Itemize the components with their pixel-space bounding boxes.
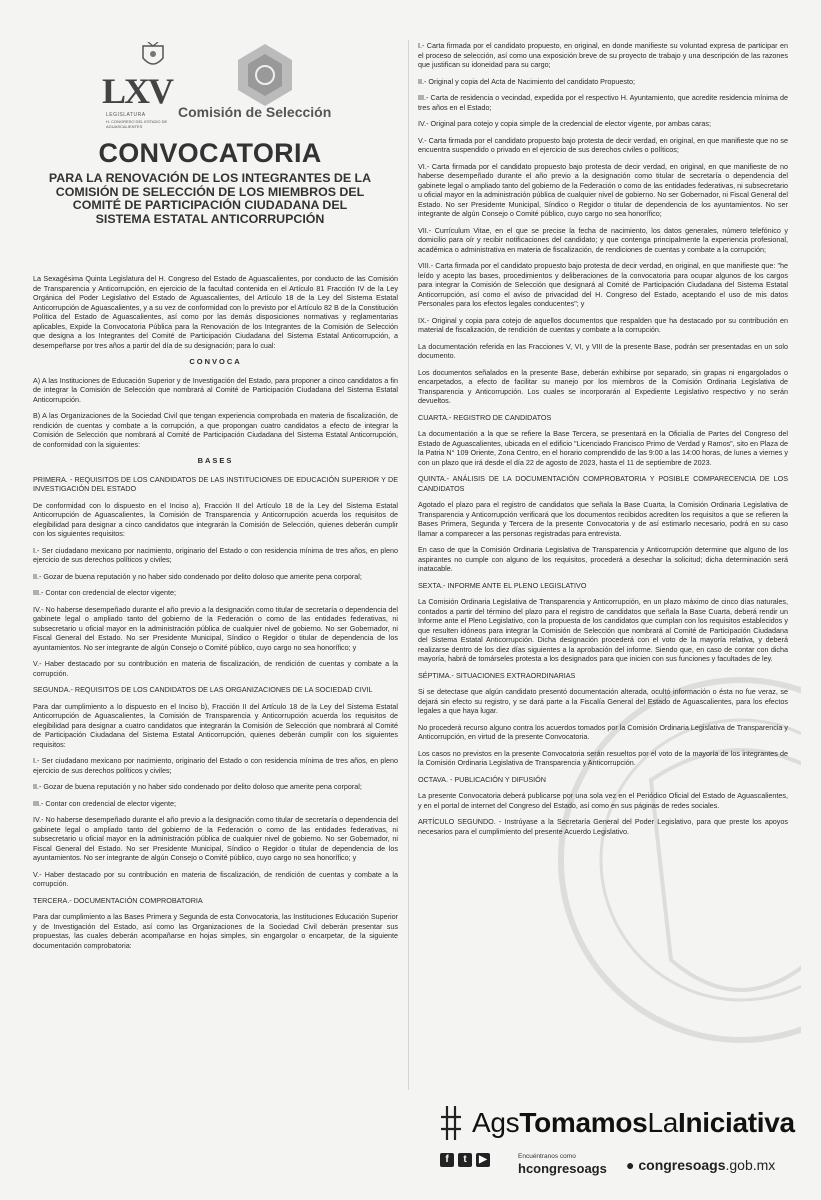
- right-column: [418, 41, 788, 843]
- base-cuarta-heading: CUARTA.- REGISTRO DE CANDIDATOS: [418, 412, 552, 422]
- lxv-logo-mark: LXV: [102, 71, 173, 111]
- segunda-requisito-ii: II.- Gozar de buena reputación y no haber sido condenado por delito doloso que amerite pena corporal;: [33, 782, 362, 791]
- articulo-segundo: ARTÍCULO SEGUNDO. - Instrúyase a la Secretaría General del Poder Legislativo, para que preste los apoyos necesarios para el cumplimiento del presente Acuerdo Legislativo.: [418, 817, 788, 836]
- tagline-iniciativa: Iniciativa: [677, 1107, 795, 1138]
- documento-viii: VIII.- Carta firmada por el candidato propuesto bajo protesta de decir verdad, en original, en que manifieste que: "he leído y acepto las bases, procedimientos y deliberaciones de la convocatoria para ocupar algunos de los cargos para integrar la Comisión de Selección que designará al Comité de Participación Ciudadana del Sistema Estatal Anticorrupción, así como el aviso de privacidad del H. Congreso del Estado, aceptando el uso de mis datos Personales para los efectos legales conducentes"; y: [418, 261, 788, 308]
- base-sexta-text: La Comisión Ordinaria Legislativa de Transparencia y Anticorrupción, en un plazo máximo de cinco días naturales, contados a partir del término del plazo para el registro de candidatos que señala la Base Cuarta, deberá rendir un Informe ante el Pleno Legislativo, con la propuesta de los candidatos que cumplan con los requisitos establecidos y que resulten idóneos para integrar la Comisión de Selección que nombrará al Comité de Participación Ciudadana del Sistema Estatal Anticorrupción. Dicha designación procederá con el voto de la mayoría relativa, y deberá realizarse dentro de los diez días siguientes a la aprobación del informe. Siendo que, en caso de contar con dicha mayoría, habrá de tomárseles protesta a los designados para que inicien con sus funciones y facultades de ley.: [418, 597, 788, 663]
- social-handle[interactable]: hcongresoags: [518, 1161, 607, 1176]
- tagline-tomamos: Tomamos: [519, 1107, 648, 1138]
- base-septima-text-1: Si se detectase que algún candidato presentó documentación alterada, ocultó información o ésta no fue veraz, se dejará sin efecto su registro, y se dará parte a la Fiscalía General del Estado de Aguascalientes, para los efectos legales a que haya lugar.: [418, 687, 788, 715]
- documento-v: V.- Carta firmada por el candidato propuesto bajo protesta de decir verdad, en original, en que manifieste que no se encuentra suspendido o privado en el ejercicio de sus derechos civiles o políticos;: [418, 135, 788, 154]
- comision-seleccion-emblem: [230, 40, 300, 110]
- documento-ii: II.- Original y copia del Acta de Nacimiento del candidato Propuesto;: [418, 76, 635, 86]
- base-sexta-heading: SEXTA.- INFORME ANTE EL PLENO LEGISLATIVO: [418, 580, 587, 590]
- convoca-item-b: B) A las Organizaciones de la Sociedad Civil que tengan experiencia comprobada en materia de fiscalización, de rendición de cuentas y combate a la corrupción, a que propongan cuatro candidatos a efecto de integrar la Comisión de Selección que nombrará al Comité de Participación Ciudadana del Sistema Estatal Anticorrupción, de conformidad con la siguientes:: [33, 411, 398, 449]
- segunda-requisito-iii: III.- Contar con credencial de elector vigente;: [33, 798, 177, 808]
- base-segunda-heading: SEGUNDA.- REQUISITOS DE LOS CANDIDATOS DE LAS ORGANIZACIONES DE LA SOCIEDAD CIVIL: [33, 685, 373, 694]
- segunda-requisito-v: V.- Haber destacado por su contribución en materia de fiscalización, de rendición de cuentas y combate a la corrupción.: [33, 869, 398, 888]
- documento-iii: III.- Carta de residencia o vecindad, expedida por el respectivo H. Ayuntamiento, que acredite residencia mínima de tres años en el Estado;: [418, 93, 788, 112]
- base-cuarta-text: La documentación a la que se refiere la Base Tercera, se presentará en la Oficialía de Partes del Congreso del Estado de Aguascalientes, ubicada en el edificio "Licenciado Francisco Primo de Verdad y Ramos", sito en Plaza de la Patria N° 109 Oriente, Zona Centro, en el horario comprendido de las 9:00 a las 14:00 horas, de lunes a viernes y con un plazo que irá desde el día 22 de agosto de 2023, hasta el 11 de septiembre de 2023.: [418, 429, 788, 467]
- base-septima-text-2: No procederá recurso alguno contra los acuerdos tomados por la Comisión Ordinaria Legislativa de Transparencia y Anticorrupción, en virtud de la presente Convocatoria.: [418, 722, 788, 741]
- base-tercera-intro: Para dar cumplimiento a las Bases Primera y Segunda de esta Convocatoria, las Instituciones Educación Superior y de Investigación del Estado, así como las Organizaciones de la Sociedad Civil deberán presentar sus propuestas, las cuales deberán acompañarse en hojas simples, sin engargolar o encarpetar, de la siguiente documentación comprobatoria:: [33, 912, 398, 950]
- document-subtitle: PARA LA RENOVACIÓN DE LOS INTEGRANTES DE LA COMISIÓN DE SELECCIÓN DE LOS MIEMBROS DEL COMITÉ DE PARTICIPACIÓN CIUDADANA DEL SISTEMA ESTATAL ANTICORRUPCIÓN: [48, 171, 372, 226]
- documento-i: I.- Carta firmada por el candidato propuesto, en original, en donde manifieste su voluntad expresa de participar en el proceso de selección, así como una exposición breve de su proyecto de trabajo y una descripción de las razones que justifican su idoneidad para su cargo;: [418, 41, 788, 69]
- documentacion-nota-1: La documentación referida en las Fracciones V, VI, y VIII de la presente Base, podrán ser presentadas en un solo documento.: [418, 341, 788, 360]
- globe-icon: ●: [626, 1157, 639, 1173]
- documento-ix: IX.- Original y copia para cotejo de aquellos documentos que respalden que ha destacado por su contribución en material de fiscalización, de rendición de cuentas y combate a la corrupción.: [418, 315, 788, 334]
- intro-paragraph: La Sexagésima Quinta Legislatura del H. Congreso del Estado de Aguascalientes, por conducto de las Comisión de Transparencia y Anticorrupción, en ejercicio de la facultad contenida en el Artículo 81 Fracción IV de la Ley Orgánica del Poder Legislativo del Estado de Aguascalientes, del Artículo 18 de la Ley del Sistema Estatal Anticorrupción de Aguascalientes, y a su vez de conformidad con lo previsto por el Artículo 82 B de la Constitución Política del Estado de Aguascalientes, así como por las demás disposiciones normativas y reglamentarias aplicables, Expide la Convocatoria Pública para la Renovación de los Integrantes de la Comisión de Selección que designa a los Integrantes del Comité de Participación Ciudadana del Sistema Estatal Anticorrupción, a desempeñarse por tres años a partir del día de su designación; para lo cual:: [33, 274, 398, 350]
- lxv-congreso-label: H. CONGRESO DEL ESTADO DE AGUASCALIENTES: [106, 119, 168, 129]
- base-octava-text: La presente Convocatoria deberá publicarse por una sola vez en el Periódico Oficial del Estado de Aguascalientes, y en el portal de internet del Congreso del Estado, así como en sus páginas de redes sociales.: [418, 791, 788, 810]
- base-segunda-intro: Para dar cumplimiento a lo dispuesto en el Inciso b), Fracción II del Artículo 18 de la Ley del Sistema Estatal Anticorrupción de Aguascalientes, la Comisión de Transparencia y Anticorrupción acuerda los requisitos de elegibilidad para designar a cuatro candidatos que integrarán la Comisión de Selección que nombrará al Comité de Participación Ciudadana del Sistema Estatal Anticorrupción, quienes deberán cumplir con los siguientes requisitos:: [33, 701, 398, 749]
- hashtag-icon: [440, 1105, 462, 1141]
- base-octava-heading: OCTAVA. - PUBLICACIÓN Y DIFUSIÓN: [418, 774, 546, 784]
- base-septima-heading: SÉPTIMA.- SITUACIONES EXTRAORDINARIAS: [418, 670, 576, 680]
- crest-icon: [140, 42, 166, 70]
- left-column: [33, 274, 398, 957]
- tagline-la: La: [647, 1107, 678, 1138]
- convoca-item-a: A) A las Instituciones de Educación Superior y de Investigación del Estado, para proponer a cinco candidatos a fin de integrar la Comisión de Selección que nombrará al Comité de Participación Ciudadana del Sistema Estatal Anticorrupción.: [33, 375, 398, 404]
- document-title: CONVOCATORIA: [98, 138, 322, 168]
- facebook-icon[interactable]: f: [440, 1153, 454, 1167]
- website-link[interactable]: [626, 1157, 775, 1173]
- bases-heading: BASES: [197, 456, 234, 465]
- social-media-bar: [440, 1151, 780, 1179]
- footer-branding: [440, 1103, 795, 1183]
- base-quinta-heading: QUINTA.- ANÁLISIS DE LA DOCUMENTACIÓN COMPROBATORIA Y POSIBLE COMPARECENCIA DE LOS CANDIDATOS: [418, 474, 788, 493]
- base-primera-intro: De conformidad con lo dispuesto en el Inciso a), Fracción II del Artículo 18 de la Ley del Sistema Estatal Anticorrupción de Aguascalientes, la Comisión de Transparencia y Anticorrupción acuerda los requisitos de elegibilidad para designar a cinco candidatos que integrarán la Comisión de Selección, quienes deberán cumplir con los siguientes requisitos:: [33, 500, 398, 538]
- documento-vii: VII.- Currículum Vitae, en el que se precise la fecha de nacimiento, los datos generales, número telefónico y domicilio para oír y recibir notificaciones del candidato; y que contenga principalmente la experiencia profesional, académica o administrativa en materia de fiscalización, de rendiciones de cuentas y combate a la corrupción;: [418, 225, 788, 254]
- website-domain: congresoags: [638, 1157, 726, 1173]
- website-tld: .gob.mx: [725, 1157, 776, 1173]
- tagline-ags: Ags: [472, 1107, 520, 1138]
- base-quinta-text-2: En caso de que la Comisión Ordinaria Legislativa de Transparencia y Anticorrupción determine que alguno de los aspirantes no cumple con alguno de los requisitos, procederá a desechar la solicitud; dicha determinación será inatacable.: [418, 545, 788, 573]
- base-quinta-text-1: Agotado el plazo para el registro de candidatos que señala la Base Cuarta, la Comisión Ordinaria Legislativa de Transparencia y Anticorrupción verificará que los documentos recibidos acrediten los requisitos a que se refieren la Bases Primera, Segunda y Tercera de la presente Convocatoria y de así estimarlo necesario, podrá en su caso llamar a comparecer a las personas registradas para entrevista.: [418, 500, 788, 538]
- documentacion-nota-2: Los documentos señalados en la presente Base, deberán exhibirse por separado, sin grapas ni engargolados o encarpetados, a efecto de facilitar su manejo por los miembros de la Comisión Ordinaria Legislativa de Transparencia y Anticorrupción. Los cuales se incorporarán al Expediente Legislativo respectivo y no serán devueltos.: [418, 367, 788, 405]
- comision-seleccion-label: Comisión de Selección: [178, 104, 332, 120]
- convoca-heading: CONVOCA: [189, 357, 242, 366]
- column-divider: [408, 40, 409, 1090]
- base-tercera-heading: TERCERA.- DOCUMENTACIÓN COMPROBATORIA: [33, 895, 203, 905]
- primera-requisito-iii: III.- Contar con credencial de elector vigente;: [33, 588, 177, 597]
- campaign-tagline: [472, 1107, 795, 1139]
- primera-requisito-ii: II.- Gozar de buena reputación y no haber sido condenado por delito doloso que amerite pena corporal;: [33, 571, 362, 581]
- segunda-requisito-iv: IV.- No haberse desempeñado durante el año previo a la designación como titular de secretaría o dependencia del gabinete legal o ampliado tanto del gobierno de la Federación o como de las entidades federativas, ni subsecretario u oficial mayor en la administración pública de cualquier nivel de gobierno. No ser Gobernador, ni Fiscal General del Estado. No ser Presidente Municipal, Síndico o Regidor o titular de dependencia de los ayuntamientos. No ser integrante de algún Consejo o Comité público, cuyo cargo no sea honorífico; y: [33, 815, 398, 862]
- documento-iv: IV.- Original para cotejo y copia simple de la credencial de elector vigente, por ambas caras;: [418, 119, 711, 128]
- social-prompt: Encuéntranos como: [518, 1153, 576, 1160]
- segunda-requisito-i: I.- Ser ciudadano mexicano por nacimiento, originario del Estado o con residencia mínima de tres años, en pleno ejercicio de sus derechos políticos y civiles;: [33, 756, 398, 775]
- primera-requisito-i: I.- Ser ciudadano mexicano por nacimiento, originario del Estado o con residencia mínima de tres años, en pleno ejercicio de sus derechos políticos y civiles;: [33, 545, 398, 564]
- youtube-icon[interactable]: ▶: [476, 1153, 490, 1167]
- primera-requisito-v: V.- Haber destacado por su contribución en materia de fiscalización, de rendición de cuentas y combate a la corrupción.: [33, 659, 398, 678]
- lxv-legislatura-label: LEGISLATURA: [106, 112, 146, 118]
- documento-vi: VI.- Carta firmada por el candidato propuesto bajo protesta de decir verdad, en original, en que manifieste de no haberse desempeñado durante el año previo a la designación como titular de secretaría o dependencia del gabinete legal o ampliado tanto del gobierno de la Federación o como de las entidades federativas, ni subsecretario u oficial mayor en la administración pública de cualquier nivel de gobierno. No ser Gobernador, ni Fiscal General del Estado. No ser Presidente Municipal, Síndico o Regidor o titular de dependencia de los ayuntamientos. No ser integrante de algún Consejo o Comité público, cuyo cargo no sea honorífico;: [418, 161, 788, 218]
- primera-requisito-iv: IV.- No haberse desempeñado durante el año previo a la designación como titular de secretaría o dependencia del gabinete legal o ampliado tanto del gobierno de la Federación o como de las entidades federativas, ni subsecretario u oficial mayor en la administración pública de cualquier nivel de gobierno. No ser Gobernador, ni Fiscal General del Estado. No ser Presidente Municipal, Síndico o Regidor o titular de dependencia de los ayuntamientos. No ser integrante de algún Consejo o Comité público, cuyo cargo no sea honorífico; y: [33, 604, 398, 652]
- header-logos: [100, 40, 400, 130]
- base-primera-heading: PRIMERA. - REQUISITOS DE LOS CANDIDATOS DE LAS INSTITUCIONES DE EDUCACIÓN SUPERIOR Y DE INVESTIGACIÓN DEL ESTADO: [33, 474, 398, 493]
- twitter-icon[interactable]: t: [458, 1153, 472, 1167]
- base-septima-text-3: Los casos no previstos en la presente Convocatoria serán resueltos por el voto de la mayoría de los integrantes de la Comisión Ordinaria Legislativa de Transparencia y Anticorrupción.: [418, 748, 788, 767]
